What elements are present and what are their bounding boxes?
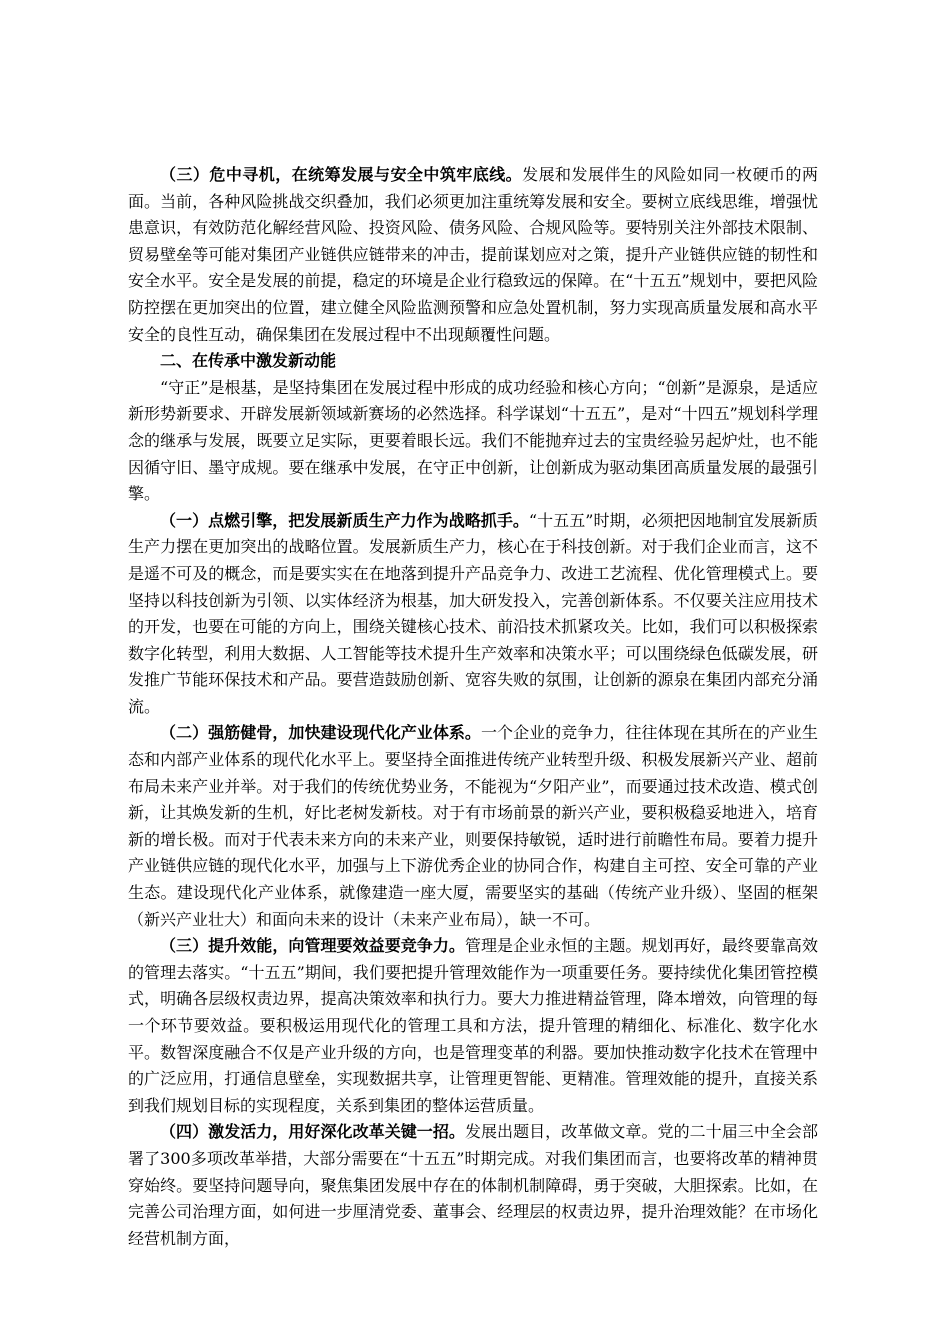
paragraph-body: “十五五”时期，必须把因地制宜发展新质生产力摆在更加突出的战略位置。发展新质生产力，核心在于科技创新。对于我们企业而言，这不是遥不可及的概念，而是要实实在在地落到提升产品竞争力、改进工艺流程、优化管理模式上。要坚持以科技创新为引领、以实体经济为根基，加大研发投入，完善创新体系。不仅要关注应用技术的开发，也要在可能的方向上，围绕关键核心技术、前沿技术抓紧攻关。比如，我们可以积极探索数字化转型，利用大数据、人工智能等技术提升生产效率和决策水平；可以围绕绿色低碳发展，研发推广节能环保技术和产品。要营造鼓励创新、宽容失败的氛围，让创新的源泉在集团内部充分涌流。 xyxy=(128,510,818,716)
section-intro: “守正”是根基，是坚持集团在发展过程中形成的成功经验和核心方向；“创新”是源泉，是适应新形势新要求、开辟发展新领域新赛场的必然选择。科学谋划“十五五”，是对“十四五”规划科学理念的继承与发展，既要立足实际，更要着眼长远。我们不能抛弃过去的宝贵经验另起炉灶，也不能因循守旧、墨守成规。要在继承中发展，在守正中创新，让创新成为驱动集团高质量发展的最强引擎。 xyxy=(128,377,818,504)
paragraph-body: 管理是企业永恒的主题。规划再好，最终要靠高效的管理去落实。“十五五”期间，我们要把提升管理效能作为一项重要任务。要持续优化集团管控模式，明确各层级权责边界，提高决策效率和执行力。要大力推进精益管理，降本增效，向管理的每一个环节要效益。要积极运用现代化的管理工具和方法，提升管理的精细化、标准化、数字化水平。数智深度融合不仅是产业升级的方向，也是管理变革的利器。要加快推动数字化技术在管理中的广泛应用，打通信息壁垒，实现数据共享，让管理更智能、更精准。管理效能的提升，直接关系到我们规划目标的实现程度，关系到集团的整体运营质量。 xyxy=(128,936,818,1115)
paragraph-management-efficiency xyxy=(128,933,818,1119)
paragraph-lead: （一）点燃引擎，把发展新质生产力作为战略抓手。 xyxy=(160,510,529,530)
document-page xyxy=(128,162,818,1252)
paragraph-new-productivity xyxy=(128,508,818,721)
paragraph-lead: （二）强筋健骨，加快建设现代化产业体系。 xyxy=(160,723,481,743)
section-heading: 二、在传承中激发新动能 xyxy=(160,351,337,371)
paragraph-lead: （三）危中寻机，在统筹发展与安全中筑牢底线。 xyxy=(160,165,523,184)
paragraph-lead: （四）激发活力，用好深化改革关键一招。 xyxy=(160,1122,465,1142)
paragraph-industry-system xyxy=(128,720,818,933)
paragraph-lead: （三）提升效能，向管理要效益要竞争力。 xyxy=(160,936,465,956)
paragraph-deepen-reform xyxy=(128,1119,818,1252)
paragraph-risk-security xyxy=(128,162,818,348)
paragraph-body: 发展和发展伴生的风险如同一枚硬币的两面。当前，各种风险挑战交织叠加，我们必须更加注重统筹发展和安全。要树立底线思维，增强忧患意识，有效防范化解经营风险、投资风险、债务风险、合规风险等。要特别关注外部技术限制、贸易壁垒等可能对集团产业链供应链带来的冲击，提前谋划应对之策，提升产业链供应链的韧性和安全水平。安全是发展的前提，稳定的环境是企业行稳致远的保障。在“十五五”规划中，要把风险防控摆在更加突出的位置，建立健全风险监测预警和应急处置机制，努力实现高质量发展和高水平安全的良性互动，确保集团在发展过程中不出现颠覆性问题。 xyxy=(128,165,818,344)
paragraph-body: 发展出题目，改革做文章。党的二十届三中全会部署了300多项改革举措，大部分需要在“十五五”时期完成。对我们集团而言，也要将改革的精神贯穿始终。要坚持问题导向，聚焦集团发展中存在的体制机制障碍，勇于突破，大胆探索。比如，在完善公司治理方面，如何进一步厘清党委、董事会、经理层的权责边界，提升治理效能？在市场化经营机制方面， xyxy=(128,1122,818,1248)
paragraph-body: 一个企业的竞争力，往往体现在其所在的产业生态和内部产业体系的现代化水平上。要坚持全面推进传统产业转型升级、积极发展新兴产业、超前布局未来产业并举。对于我们的传统优势业务，不能视为“夕阳产业”，而要通过技术改造、模式创新，让其焕发新的生机，好比老树发新枝。对于有市场前景的新兴产业，要积极稳妥地进入，培育新的增长极。而对于代表未来方向的未来产业，则要保持敏锐，适时进行前瞻性布局。要着力提升产业链供应链的现代化水平，加强与上下游优秀企业的协同合作，构建自主可控、安全可靠的产业生态。建设现代化产业体系，就像建造一座大厦，需要坚实的基础（传统产业升级）、坚固的框架（新兴产业壮大）和面向未来的设计（未来产业布局），缺一不可。 xyxy=(128,723,818,929)
